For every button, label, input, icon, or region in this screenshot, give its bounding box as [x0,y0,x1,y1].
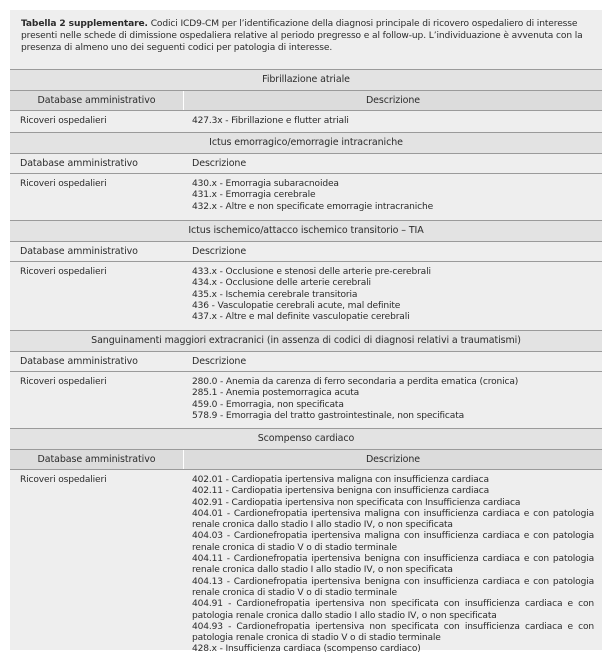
code-item: 435.x - Ischemia cerebrale transitoria [192,289,358,300]
col-header-database: Database amministrativo [20,158,138,169]
code-item: 433.x - Occlusione e stenosi delle arterie pre-cerebrali [192,267,431,277]
caption-label: Tabella 2 supplementare. [21,19,148,29]
col-header-database: Database amministrativo [20,356,138,367]
code-item: 578.9 - Emorragia del tratto gastrointestinale, non specificata [192,410,465,421]
row-label: Ricoveri ospedalieri [20,179,107,189]
code-item: 431.x - Emorragia cerebrale [192,190,316,201]
table-header [10,242,602,262]
col-header-database: Database amministrativo [20,246,138,257]
table-row [10,262,602,330]
section-title-fibrillazione-atriale: Fibrillazione atriale [10,69,602,91]
code-item: 432.x - Altre e non specificate emorragie intracraniche [192,201,434,212]
table-row [10,372,602,428]
table-header [10,154,602,174]
col-header-descrizione: Descrizione [184,450,602,469]
row-label: Ricoveri ospedalieri [20,116,107,126]
section-title-scompenso-cardiaco: Scompenso cardiaco [10,428,602,450]
code-list [192,267,594,323]
code-list [192,179,594,213]
code-list [192,377,594,422]
caption-text: Codici ICD9-CM per l’identificazione della diagnosi principale di ricovero ospedaliero di interesse presenti nelle schede di dimissione ospedaliera relative al periodo pregresso e al follow-up. L’individuazione è avvenuta con la presenza di almeno uno dei seguenti codici per patologia di interesse. [21,19,583,53]
section-title-ictus-ischemico: Ictus ischemico/attacco ischemico transitorio – TIA [10,220,602,242]
col-header-database: Database amministrativo [10,450,184,469]
code-item: 459.0 - Emorragia, non specificata [192,399,344,410]
table-caption [21,18,599,54]
icd9-codes-table [10,69,602,666]
supplementary-table-page [10,10,602,655]
table-row [10,174,602,220]
code-item: 402.91 - Cardiopatia ipertensiva non specificata con Insufficienza cardiaca [192,497,521,508]
table-header [10,352,602,372]
code-item: 402.01 - Cardiopatia ipertensiva maligna con insufficienza cardiaca [192,475,489,485]
table-header [10,450,602,470]
code-list [192,475,594,656]
code-list [192,116,594,127]
col-header-descrizione: Descrizione [184,91,602,110]
code-item: 285.1 - Anemia postemorragica acuta [192,388,360,399]
code-item: 404.01 - Cardionefropatia ipertensiva maligna con insufficienza cardiaca e con patologia renale cronica dallo stadio I allo stadio IV, o non specificata [192,508,594,531]
code-item: 404.91 - Cardionefropatia ipertensiva non specificata con insufficienza cardiaca e con patologia renale cronica dallo stadio I allo stadio IV, o non specificata [192,599,594,621]
col-header-database: Database amministrativo [10,91,184,110]
col-header-descrizione: Descrizione [192,356,247,367]
row-label: Ricoveri ospedalieri [20,475,107,485]
section-title-sanguinamenti: Sanguinamenti maggiori extracranici (in assenza di codici di diagnosi relativi a traumatismi) [10,330,602,352]
table-header [10,91,602,111]
code-item: 434.x - Occlusione delle arterie cerebrali [192,278,371,289]
table-row [10,111,602,132]
code-item: 430.x - Emorragia subaracnoidea [192,179,339,189]
section-title-ictus-emorragico: Ictus emorragico/emorragie intracraniche [10,132,602,154]
code-item: 428.x - Insufficienza cardiaca (scompenso cardiaco) [192,644,421,655]
code-item: 404.11 - Cardionefropatia ipertensiva benigna con insufficienza cardiaca e con patologia renale cronica dallo stadio I allo stadio IV, o non specificata [192,554,594,576]
code-item: 280.0 - Anemia da carenza di ferro secondaria a perdita ematica (cronica) [192,377,519,387]
code-item: 402.11 - Cardiopatia ipertensiva benigna con insufficienza cardiaca [192,486,490,497]
row-label: Ricoveri ospedalieri [20,377,107,387]
col-header-descrizione: Descrizione [192,246,247,257]
code-item: 404.03 - Cardionefropatia ipertensiva maligna con insufficienza cardiaca e con patologia renale cronica di stadio V o di stadio terminale [192,531,594,553]
code-item: 404.93 - Cardionefropatia ipertensiva non specificata con insufficienza cardiaca e con patologia renale cronica di stadio V o di stadio terminale [192,621,594,644]
col-header-descrizione: Descrizione [192,158,247,169]
row-label: Ricoveri ospedalieri [20,267,107,277]
table-row [10,470,602,666]
code-item: 436 - Vasculopatie cerebrali acute, mal definite [192,300,401,311]
code-item: 404.13 - Cardionefropatia ipertensiva benigna con insufficienza cardiaca e con patologia renale cronica di stadio V o di stadio terminale [192,576,594,598]
code-item: 427.3x - Fibrillazione e flutter atriali [192,116,349,126]
code-item: 437.x - Altre e mal definite vasculopatie cerebrali [192,312,410,323]
